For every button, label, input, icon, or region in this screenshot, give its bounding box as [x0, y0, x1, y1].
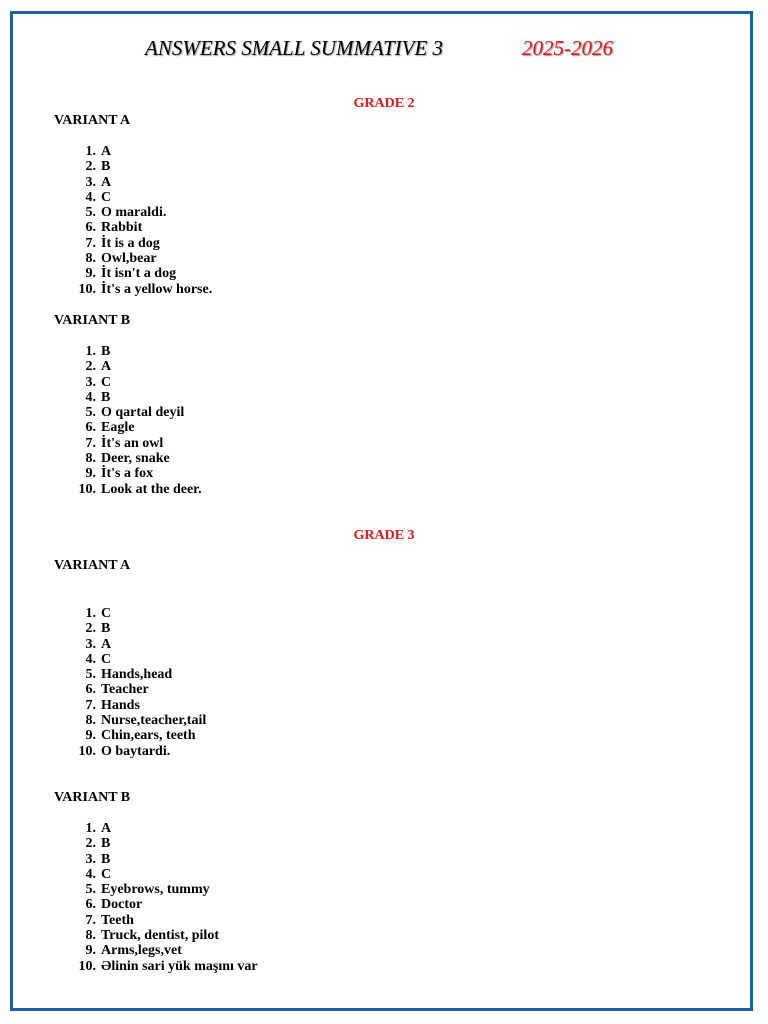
answer-number: 9. [85, 728, 96, 744]
answer-number: 4. [85, 866, 96, 882]
answer-text: Rabbit [101, 220, 143, 236]
answer-number: 10. [78, 281, 96, 297]
answer-text: Əlinin sari yük maşını var [101, 958, 258, 974]
answer-number: 2. [85, 621, 96, 637]
answer-text: Teacher [101, 682, 149, 698]
answer-text: Look at the deer. [101, 481, 202, 497]
answer-text: A [101, 144, 112, 159]
answer-number: 2. [85, 836, 96, 852]
answer-number: 6. [85, 682, 96, 698]
answer-number: 8. [85, 928, 96, 944]
grade-3-variant-a-heading: VARIANT A [54, 558, 131, 573]
answer-number: 3. [85, 851, 96, 867]
answer-text: C [101, 606, 112, 621]
answer-text: O baytardi. [101, 743, 171, 759]
answer-text: C [101, 651, 112, 667]
answer-text: A [101, 359, 112, 375]
answer-text: O qartal deyil [101, 405, 185, 421]
grade-2-variant-a-heading: VARIANT A [54, 113, 131, 128]
answer-text: B [101, 344, 111, 359]
answer-text: İt's a fox [101, 466, 154, 482]
answer-number: 5. [85, 205, 96, 221]
answer-number: 6. [85, 897, 96, 913]
answer-text: Chin,ears, teeth [101, 728, 196, 744]
answer-number: 2. [85, 159, 96, 175]
answer-text: Truck, dentist, pilot [101, 928, 219, 944]
grade-3-heading: GRADE 3 [353, 528, 415, 543]
answer-number: 4. [85, 189, 96, 205]
answer-text: B [101, 836, 111, 852]
answer-text: B [101, 621, 111, 637]
answer-number: 7. [85, 912, 96, 928]
answer-text: İt is a dog [101, 235, 160, 251]
answer-number: 9. [85, 266, 96, 282]
answer-text: Owl,bear [101, 251, 157, 267]
school-year: 2025-2026 [522, 36, 613, 60]
answer-text: C [101, 374, 112, 390]
answer-text: Teeth [101, 912, 134, 928]
grade-2-heading: GRADE 2 [353, 96, 415, 111]
answer-text: B [101, 389, 111, 405]
answer-text: İt isn't a dog [101, 266, 177, 282]
answer-number: 6. [85, 420, 96, 436]
answer-text: İt's an owl [101, 435, 164, 451]
answer-number: 9. [85, 943, 96, 959]
answer-number: 5. [85, 882, 96, 898]
answer-number: 1. [85, 344, 96, 359]
answer-text: B [101, 851, 111, 867]
answer-text: Deer, snake [101, 451, 170, 467]
answer-text: O maraldi. [101, 205, 167, 221]
answer-number: 10. [78, 481, 96, 497]
answer-text: A [101, 636, 112, 652]
answer-number: 7. [85, 235, 96, 251]
grade-2-variant-b-heading: VARIANT B [54, 313, 131, 328]
answer-number: 1. [85, 606, 96, 621]
grade-3-variant-b-heading: VARIANT B [54, 790, 131, 805]
page-border [10, 11, 753, 1011]
document-header [0, 36, 768, 62]
answer-text: Eyebrows, tummy [101, 882, 210, 898]
answer-number: 2. [85, 359, 96, 375]
answer-number: 7. [85, 435, 96, 451]
answer-text: Eagle [101, 420, 135, 436]
answer-text: Hands [101, 697, 140, 713]
answer-number: 3. [85, 636, 96, 652]
answer-number: 9. [85, 466, 96, 482]
answer-number: 8. [85, 251, 96, 267]
answer-number: 8. [85, 713, 96, 729]
answer-number: 3. [85, 374, 96, 390]
answer-number: 1. [85, 144, 96, 159]
answer-text: C [101, 189, 112, 205]
answer-number: 7. [85, 697, 96, 713]
answer-text: Hands,head [101, 667, 173, 683]
answer-number: 5. [85, 667, 96, 683]
answer-number: 4. [85, 651, 96, 667]
answer-number: 10. [78, 743, 96, 759]
answer-number: 1. [85, 821, 96, 836]
answer-text: C [101, 866, 112, 882]
answer-number: 5. [85, 405, 96, 421]
answer-number: 3. [85, 174, 96, 190]
answer-text: A [101, 821, 112, 836]
document-title: ANSWERS SMALL SUMMATIVE 3 [145, 36, 444, 60]
answer-text: İt's a yellow horse. [101, 281, 213, 297]
answer-number: 4. [85, 389, 96, 405]
answer-text: Arms,legs,vet [101, 943, 182, 959]
answer-number: 10. [78, 958, 96, 974]
answer-number: 8. [85, 451, 96, 467]
answer-text: B [101, 159, 111, 175]
answer-text: Doctor [101, 897, 143, 913]
answer-number: 6. [85, 220, 96, 236]
answer-text: Nurse,teacher,tail [101, 713, 207, 729]
answer-text: A [101, 174, 112, 190]
